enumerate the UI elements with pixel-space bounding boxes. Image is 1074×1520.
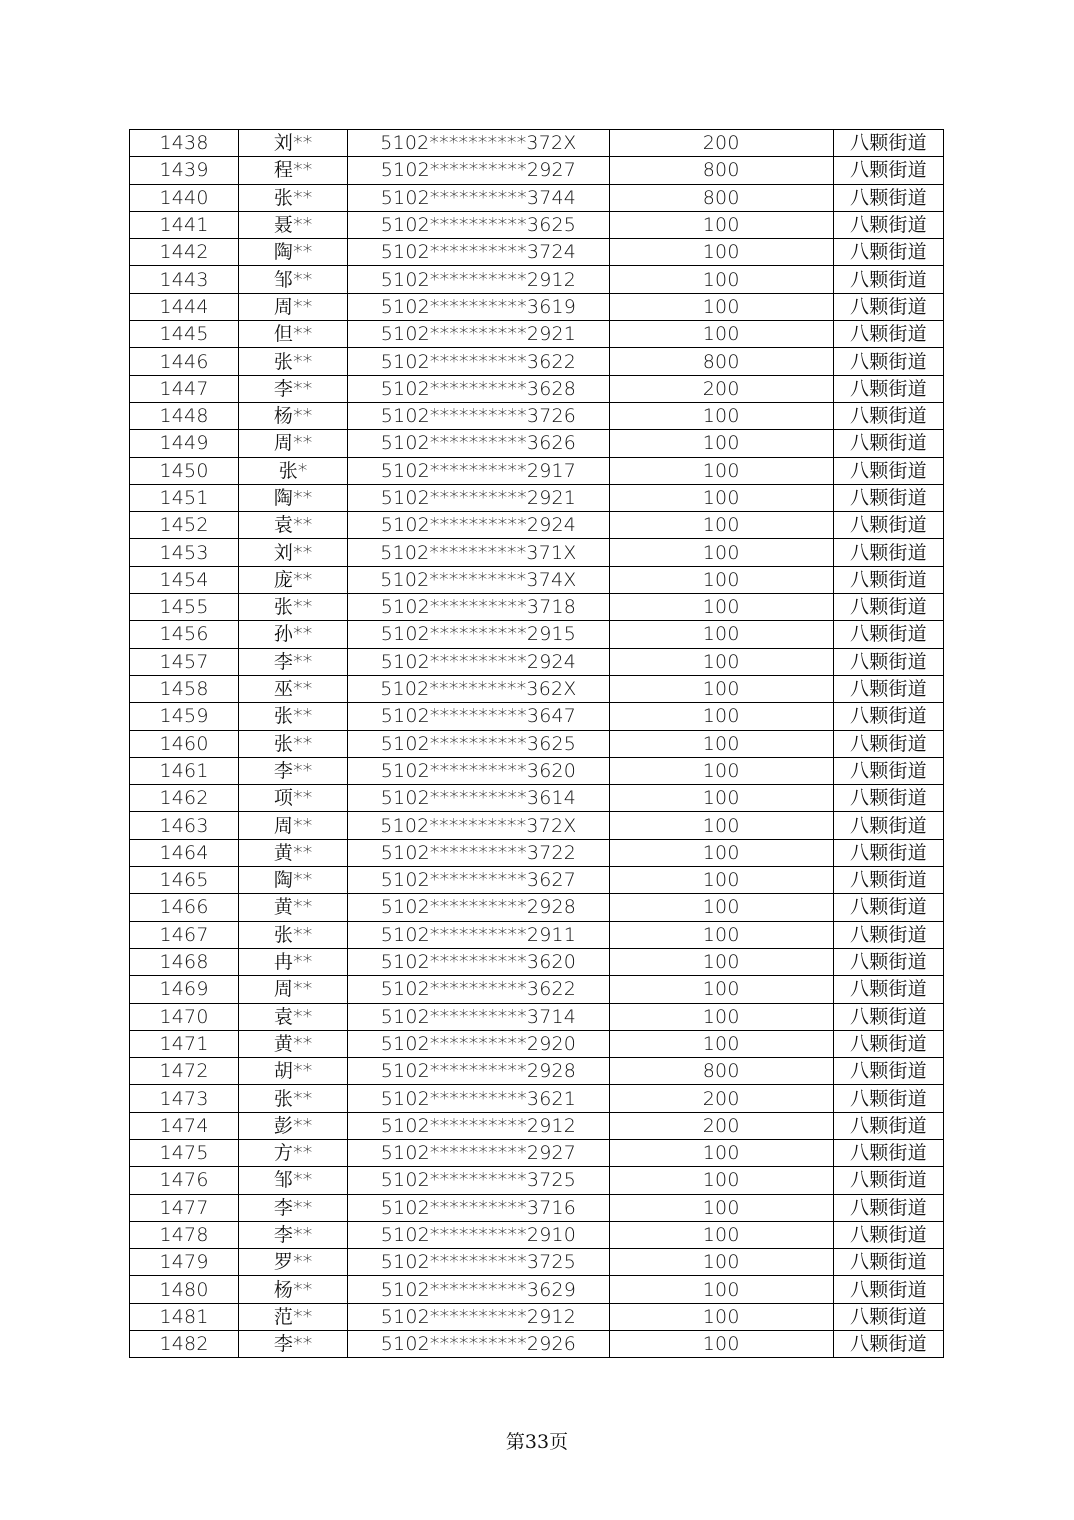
street-cell: 八颗街道 — [833, 1058, 943, 1085]
row-number-cell: 1467 — [130, 921, 239, 948]
name-cell: 李** — [239, 757, 348, 784]
roster-sheet — [129, 129, 944, 1358]
name-cell: 袁** — [239, 512, 348, 539]
row-number-cell: 1466 — [130, 894, 239, 921]
name-cell: 黄** — [239, 839, 348, 866]
amount-cell: 100 — [609, 703, 833, 730]
row-number-cell: 1440 — [130, 184, 239, 211]
id-number-cell: 5102**********2912 — [348, 1303, 609, 1330]
table-row — [130, 484, 944, 511]
name-cell: 李** — [239, 648, 348, 675]
table-row — [130, 839, 944, 866]
row-number-cell: 1446 — [130, 348, 239, 375]
street-cell: 八颗街道 — [833, 512, 943, 539]
amount-cell: 100 — [609, 1276, 833, 1303]
row-number-cell: 1460 — [130, 730, 239, 757]
id-number-cell: 5102**********2917 — [348, 457, 609, 484]
name-cell: 周** — [239, 430, 348, 457]
amount-cell: 200 — [609, 130, 833, 157]
id-number-cell: 5102**********2927 — [348, 1139, 609, 1166]
street-cell: 八颗街道 — [833, 1331, 943, 1358]
row-number-cell: 1459 — [130, 703, 239, 730]
id-number-cell: 5102**********2910 — [348, 1221, 609, 1248]
amount-cell: 100 — [609, 648, 833, 675]
table-row — [130, 430, 944, 457]
table-row — [130, 1058, 944, 1085]
row-number-cell: 1461 — [130, 757, 239, 784]
name-cell: 黄** — [239, 1030, 348, 1057]
name-cell: 李** — [239, 375, 348, 402]
row-number-cell: 1464 — [130, 839, 239, 866]
row-number-cell: 1441 — [130, 211, 239, 238]
row-number-cell: 1456 — [130, 621, 239, 648]
id-number-cell: 5102**********362X — [348, 675, 609, 702]
amount-cell: 100 — [609, 321, 833, 348]
id-number-cell: 5102**********3625 — [348, 211, 609, 238]
street-cell: 八颗街道 — [833, 1249, 943, 1276]
amount-cell: 100 — [609, 484, 833, 511]
table-row — [130, 375, 944, 402]
street-cell: 八颗街道 — [833, 594, 943, 621]
name-cell: 李** — [239, 1194, 348, 1221]
street-cell: 八颗街道 — [833, 894, 943, 921]
name-cell: 张** — [239, 730, 348, 757]
street-cell: 八颗街道 — [833, 1167, 943, 1194]
table-row — [130, 757, 944, 784]
table-row — [130, 703, 944, 730]
street-cell: 八颗街道 — [833, 1303, 943, 1330]
table-row — [130, 211, 944, 238]
id-number-cell: 5102**********371X — [348, 539, 609, 566]
street-cell: 八颗街道 — [833, 675, 943, 702]
id-number-cell: 5102**********2926 — [348, 1331, 609, 1358]
id-number-cell: 5102**********3622 — [348, 348, 609, 375]
row-number-cell: 1476 — [130, 1167, 239, 1194]
amount-cell: 100 — [609, 539, 833, 566]
table-row — [130, 402, 944, 429]
street-cell: 八颗街道 — [833, 948, 943, 975]
row-number-cell: 1439 — [130, 157, 239, 184]
id-number-cell: 5102**********2928 — [348, 1058, 609, 1085]
id-number-cell: 5102**********3725 — [348, 1249, 609, 1276]
name-cell: 项** — [239, 785, 348, 812]
name-cell: 刘** — [239, 130, 348, 157]
table-row — [130, 1249, 944, 1276]
name-cell: 杨** — [239, 402, 348, 429]
street-cell: 八颗街道 — [833, 921, 943, 948]
row-number-cell: 1451 — [130, 484, 239, 511]
street-cell: 八颗街道 — [833, 566, 943, 593]
table-row — [130, 675, 944, 702]
amount-cell: 100 — [609, 1167, 833, 1194]
amount-cell: 800 — [609, 348, 833, 375]
amount-cell: 100 — [609, 594, 833, 621]
name-cell: 张** — [239, 703, 348, 730]
amount-cell: 100 — [609, 812, 833, 839]
street-cell: 八颗街道 — [833, 539, 943, 566]
page-number: 第33页 — [505, 1431, 569, 1453]
amount-cell: 100 — [609, 1194, 833, 1221]
row-number-cell: 1481 — [130, 1303, 239, 1330]
name-cell: 范** — [239, 1303, 348, 1330]
row-number-cell: 1474 — [130, 1112, 239, 1139]
row-number-cell: 1450 — [130, 457, 239, 484]
name-cell: 张** — [239, 184, 348, 211]
id-number-cell: 5102**********3619 — [348, 293, 609, 320]
id-number-cell: 5102**********2912 — [348, 266, 609, 293]
id-number-cell: 5102**********3620 — [348, 948, 609, 975]
row-number-cell: 1472 — [130, 1058, 239, 1085]
amount-cell: 100 — [609, 1331, 833, 1358]
roster-table-body — [130, 130, 944, 1358]
table-row — [130, 894, 944, 921]
amount-cell: 100 — [609, 839, 833, 866]
amount-cell: 200 — [609, 375, 833, 402]
row-number-cell: 1480 — [130, 1276, 239, 1303]
name-cell: 庞** — [239, 566, 348, 593]
name-cell: 但** — [239, 321, 348, 348]
amount-cell: 100 — [609, 948, 833, 975]
table-row — [130, 1303, 944, 1330]
street-cell: 八颗街道 — [833, 1221, 943, 1248]
amount-cell: 100 — [609, 1303, 833, 1330]
id-number-cell: 5102**********2921 — [348, 484, 609, 511]
name-cell: 张** — [239, 594, 348, 621]
amount-cell: 100 — [609, 894, 833, 921]
street-cell: 八颗街道 — [833, 1112, 943, 1139]
id-number-cell: 5102**********2911 — [348, 921, 609, 948]
amount-cell: 100 — [609, 976, 833, 1003]
row-number-cell: 1458 — [130, 675, 239, 702]
id-number-cell: 5102**********3647 — [348, 703, 609, 730]
id-number-cell: 5102**********372X — [348, 812, 609, 839]
row-number-cell: 1473 — [130, 1085, 239, 1112]
amount-cell: 100 — [609, 867, 833, 894]
name-cell: 李** — [239, 1331, 348, 1358]
row-number-cell: 1442 — [130, 239, 239, 266]
name-cell: 张** — [239, 1085, 348, 1112]
amount-cell: 100 — [609, 512, 833, 539]
amount-cell: 100 — [609, 211, 833, 238]
id-number-cell: 5102**********372X — [348, 130, 609, 157]
street-cell: 八颗街道 — [833, 484, 943, 511]
street-cell: 八颗街道 — [833, 1030, 943, 1057]
row-number-cell: 1455 — [130, 594, 239, 621]
amount-cell: 100 — [609, 566, 833, 593]
street-cell: 八颗街道 — [833, 1194, 943, 1221]
table-row — [130, 1167, 944, 1194]
street-cell: 八颗街道 — [833, 157, 943, 184]
name-cell: 杨** — [239, 1276, 348, 1303]
name-cell: 程** — [239, 157, 348, 184]
name-cell: 张** — [239, 348, 348, 375]
amount-cell: 100 — [609, 1139, 833, 1166]
table-row — [130, 867, 944, 894]
id-number-cell: 5102**********3614 — [348, 785, 609, 812]
id-number-cell: 5102**********3722 — [348, 839, 609, 866]
id-number-cell: 5102**********3620 — [348, 757, 609, 784]
street-cell: 八颗街道 — [833, 867, 943, 894]
amount-cell: 100 — [609, 730, 833, 757]
table-row — [130, 293, 944, 320]
name-cell: 陶** — [239, 484, 348, 511]
table-row — [130, 266, 944, 293]
amount-cell: 800 — [609, 1058, 833, 1085]
amount-cell: 100 — [609, 921, 833, 948]
amount-cell: 800 — [609, 157, 833, 184]
amount-cell: 100 — [609, 457, 833, 484]
id-number-cell: 5102**********2924 — [348, 648, 609, 675]
street-cell: 八颗街道 — [833, 375, 943, 402]
id-number-cell: 5102**********2927 — [348, 157, 609, 184]
amount-cell: 100 — [609, 621, 833, 648]
table-row — [130, 1276, 944, 1303]
row-number-cell: 1452 — [130, 512, 239, 539]
street-cell: 八颗街道 — [833, 457, 943, 484]
name-cell: 冉** — [239, 948, 348, 975]
name-cell: 彭** — [239, 1112, 348, 1139]
table-row — [130, 730, 944, 757]
id-number-cell: 5102**********3625 — [348, 730, 609, 757]
name-cell: 方** — [239, 1139, 348, 1166]
table-row — [130, 948, 944, 975]
table-row — [130, 621, 944, 648]
table-row — [130, 785, 944, 812]
table-row — [130, 157, 944, 184]
row-number-cell: 1457 — [130, 648, 239, 675]
row-number-cell: 1478 — [130, 1221, 239, 1248]
street-cell: 八颗街道 — [833, 430, 943, 457]
name-cell: 孙** — [239, 621, 348, 648]
row-number-cell: 1462 — [130, 785, 239, 812]
row-number-cell: 1445 — [130, 321, 239, 348]
table-row — [130, 457, 944, 484]
street-cell: 八颗街道 — [833, 839, 943, 866]
id-number-cell: 5102**********3629 — [348, 1276, 609, 1303]
name-cell: 黄** — [239, 894, 348, 921]
street-cell: 八颗街道 — [833, 211, 943, 238]
id-number-cell: 5102**********2924 — [348, 512, 609, 539]
table-row — [130, 512, 944, 539]
amount-cell: 100 — [609, 1030, 833, 1057]
row-number-cell: 1449 — [130, 430, 239, 457]
row-number-cell: 1465 — [130, 867, 239, 894]
amount-cell: 100 — [609, 266, 833, 293]
row-number-cell: 1454 — [130, 566, 239, 593]
street-cell: 八颗街道 — [833, 1276, 943, 1303]
row-number-cell: 1448 — [130, 402, 239, 429]
row-number-cell: 1470 — [130, 1003, 239, 1030]
table-row — [130, 239, 944, 266]
street-cell: 八颗街道 — [833, 730, 943, 757]
name-cell: 罗** — [239, 1249, 348, 1276]
table-row — [130, 1003, 944, 1030]
table-row — [130, 648, 944, 675]
name-cell: 李** — [239, 1221, 348, 1248]
table-row — [130, 1139, 944, 1166]
row-number-cell: 1475 — [130, 1139, 239, 1166]
amount-cell: 100 — [609, 239, 833, 266]
id-number-cell: 5102**********3725 — [348, 1167, 609, 1194]
name-cell: 聂** — [239, 211, 348, 238]
street-cell: 八颗街道 — [833, 648, 943, 675]
name-cell: 张** — [239, 921, 348, 948]
id-number-cell: 5102**********3626 — [348, 430, 609, 457]
amount-cell: 100 — [609, 675, 833, 702]
table-row — [130, 1085, 944, 1112]
table-row — [130, 1194, 944, 1221]
table-row — [130, 348, 944, 375]
name-cell: 周** — [239, 293, 348, 320]
name-cell: 袁** — [239, 1003, 348, 1030]
id-number-cell: 5102**********2912 — [348, 1112, 609, 1139]
id-number-cell: 5102**********3718 — [348, 594, 609, 621]
id-number-cell: 5102**********3726 — [348, 402, 609, 429]
row-number-cell: 1444 — [130, 293, 239, 320]
row-number-cell: 1482 — [130, 1331, 239, 1358]
id-number-cell: 5102**********2915 — [348, 621, 609, 648]
street-cell: 八颗街道 — [833, 239, 943, 266]
row-number-cell: 1438 — [130, 130, 239, 157]
name-cell: 陶** — [239, 239, 348, 266]
street-cell: 八颗街道 — [833, 130, 943, 157]
table-row — [130, 921, 944, 948]
street-cell: 八颗街道 — [833, 757, 943, 784]
id-number-cell: 5102**********2921 — [348, 321, 609, 348]
id-number-cell: 5102**********2920 — [348, 1030, 609, 1057]
row-number-cell: 1471 — [130, 1030, 239, 1057]
table-row — [130, 1331, 944, 1358]
name-cell: 周** — [239, 976, 348, 1003]
street-cell: 八颗街道 — [833, 348, 943, 375]
row-number-cell: 1463 — [130, 812, 239, 839]
street-cell: 八颗街道 — [833, 1085, 943, 1112]
street-cell: 八颗街道 — [833, 1003, 943, 1030]
row-number-cell: 1479 — [130, 1249, 239, 1276]
street-cell: 八颗街道 — [833, 293, 943, 320]
row-number-cell: 1447 — [130, 375, 239, 402]
id-number-cell: 5102**********3628 — [348, 375, 609, 402]
name-cell: 张* — [239, 457, 348, 484]
amount-cell: 100 — [609, 402, 833, 429]
roster-table — [129, 129, 944, 1358]
amount-cell: 100 — [609, 430, 833, 457]
table-row — [130, 1030, 944, 1057]
table-row — [130, 321, 944, 348]
name-cell: 周** — [239, 812, 348, 839]
name-cell: 胡** — [239, 1058, 348, 1085]
id-number-cell: 5102**********374X — [348, 566, 609, 593]
id-number-cell: 5102**********3716 — [348, 1194, 609, 1221]
name-cell: 巫** — [239, 675, 348, 702]
table-row — [130, 976, 944, 1003]
id-number-cell: 5102**********3627 — [348, 867, 609, 894]
street-cell: 八颗街道 — [833, 621, 943, 648]
table-row — [130, 184, 944, 211]
amount-cell: 200 — [609, 1085, 833, 1112]
id-number-cell: 5102**********3714 — [348, 1003, 609, 1030]
street-cell: 八颗街道 — [833, 812, 943, 839]
name-cell: 陶** — [239, 867, 348, 894]
table-row — [130, 594, 944, 621]
street-cell: 八颗街道 — [833, 321, 943, 348]
street-cell: 八颗街道 — [833, 703, 943, 730]
amount-cell: 200 — [609, 1112, 833, 1139]
id-number-cell: 5102**********3622 — [348, 976, 609, 1003]
row-number-cell: 1469 — [130, 976, 239, 1003]
row-number-cell: 1453 — [130, 539, 239, 566]
name-cell: 邹** — [239, 266, 348, 293]
table-row — [130, 812, 944, 839]
amount-cell: 800 — [609, 184, 833, 211]
amount-cell: 100 — [609, 1249, 833, 1276]
table-row — [130, 539, 944, 566]
street-cell: 八颗街道 — [833, 184, 943, 211]
name-cell: 刘** — [239, 539, 348, 566]
row-number-cell: 1477 — [130, 1194, 239, 1221]
amount-cell: 100 — [609, 293, 833, 320]
amount-cell: 100 — [609, 1003, 833, 1030]
amount-cell: 100 — [609, 757, 833, 784]
table-row — [130, 566, 944, 593]
table-row — [130, 1221, 944, 1248]
id-number-cell: 5102**********2928 — [348, 894, 609, 921]
amount-cell: 100 — [609, 1221, 833, 1248]
id-number-cell: 5102**********3621 — [348, 1085, 609, 1112]
street-cell: 八颗街道 — [833, 266, 943, 293]
table-row — [130, 1112, 944, 1139]
street-cell: 八颗街道 — [833, 785, 943, 812]
street-cell: 八颗街道 — [833, 402, 943, 429]
name-cell: 邹** — [239, 1167, 348, 1194]
amount-cell: 100 — [609, 785, 833, 812]
row-number-cell: 1443 — [130, 266, 239, 293]
street-cell: 八颗街道 — [833, 976, 943, 1003]
id-number-cell: 5102**********3724 — [348, 239, 609, 266]
table-row — [130, 130, 944, 157]
street-cell: 八颗街道 — [833, 1139, 943, 1166]
row-number-cell: 1468 — [130, 948, 239, 975]
id-number-cell: 5102**********3744 — [348, 184, 609, 211]
